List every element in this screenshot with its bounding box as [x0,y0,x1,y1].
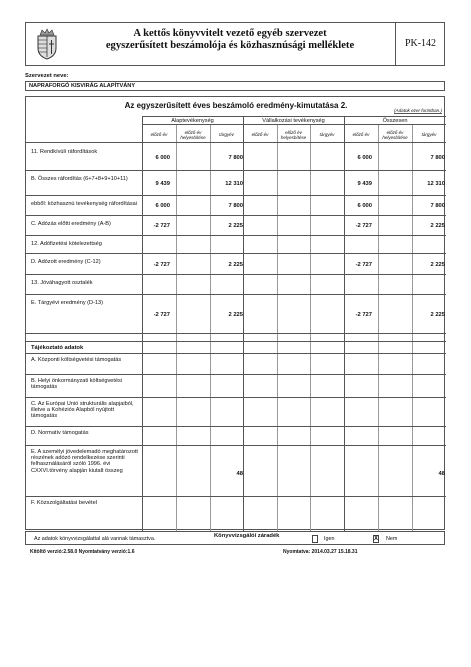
cell-basic-current[interactable]: 2 225 [228,223,243,229]
subheader-previous-year: előző év [352,132,370,137]
cell-basic-current[interactable]: 7 800 [228,155,243,161]
row-rule [26,445,446,446]
row-label: E. Tárgyévi eredmény (D-13) [31,300,104,306]
row-label: B. Összes ráfordítás (6+7+8+9+10+11) [31,176,128,182]
info-row-label: F. Közszolgáltatási bevétel [31,500,97,506]
cell-basic-current[interactable]: 12 310 [225,181,243,187]
organization-name-field[interactable]: NAPRAFORGÓ KISVIRÁG ALAPÍTVÁNY [25,81,445,91]
row-label: D. Adózott eredmény (C-12) [31,259,101,265]
audit-footer [25,531,445,545]
group-header-basic: Alaptevékenység [142,116,243,125]
no-label: Nem [386,536,398,542]
row-label: C. Adózás előtti eredmény (A-B) [31,221,111,227]
subheader-current-year: tárgyév [219,132,234,137]
subcolumn-divider [277,125,278,531]
organization-label: Szervezet neve: [25,73,69,79]
row-rule [26,294,446,295]
subcolumn-divider [310,125,311,531]
audit-clause-label: Könyvvizsgálói záradék [214,533,280,539]
row-label: ebből: közhasznú tevékenység ráfordításai [31,201,138,207]
row-rule [26,195,446,196]
cell-basic-previous[interactable]: 6 000 [155,155,170,161]
subcolumn-divider [176,125,177,531]
row-label: 12. Adófizetési kötelezettség [31,241,102,247]
row-rule [26,426,446,427]
subheader-prev-adjustment-l1: előző év [285,130,302,135]
cell-total-current[interactable]: 2 225 [430,312,445,318]
subheader-previous-year: előző év [251,132,269,137]
subcolumn-divider [378,125,379,531]
info-row-label: D. Normatív támogatás [31,430,89,436]
subheader-prev-adjustment-l2: helyesbítése [180,135,206,140]
row-rule [26,333,446,334]
hungarian-coat-of-arms-icon [34,28,60,61]
row-rule [26,274,446,275]
subheader-prev-adjustment-l2: helyesbítése [382,135,408,140]
group-divider [344,116,345,531]
row-rule [26,253,446,254]
cell-basic-current[interactable]: 2 225 [228,262,243,268]
cell-basic-previous[interactable]: -2 727 [153,262,170,268]
print-timestamp: Nyomtatva: 2014.03.27 15.18.31 [283,549,358,555]
table-title: Az egyszerűsített éves beszámoló eredmény-kimutatása 2. [124,101,348,110]
cell-basic-previous[interactable]: 9 439 [155,181,170,187]
row-label: 13. Jóváhagyott osztalék [31,280,93,286]
form-code: PK-142 [395,23,445,65]
cell-basic-previous[interactable]: 6 000 [155,203,170,209]
subheader-current-year: tárgyév [319,132,335,137]
version-info: Kitöltő verzió:2.58.0 Nyomtatvány verzió:1.6 [30,549,135,555]
header-rule [26,142,446,143]
section-rule [26,341,446,342]
cell-basic-current[interactable]: 48 [236,471,243,477]
yes-checkbox[interactable] [312,535,318,543]
info-row-label: A. Központi költségvetési támogatás [31,357,122,363]
income-statement-table [25,96,445,530]
cell-total-previous[interactable]: 6 000 [357,155,372,161]
row-rule [26,374,446,375]
subheader-prev-adjustment-l1: előző év [184,130,202,135]
row-rule [26,353,446,354]
subheader-prev-adjustment-l1: előző év [386,130,404,135]
cell-total-current[interactable]: 48 [438,471,445,477]
yes-label: Igen [324,536,335,542]
form-title-line1: A kettős könyvvitelt vezető egyéb szervezet [133,28,327,39]
cell-total-previous[interactable]: 9 439 [357,181,372,187]
row-rule [26,235,446,236]
cell-basic-current[interactable]: 7 800 [228,203,243,209]
cell-total-previous[interactable]: -2 727 [355,312,372,318]
audit-note: Az adatok könyvvizsgálattal alá vannak támasztva. [34,536,156,542]
cell-total-previous[interactable]: -2 727 [355,262,372,268]
subheader-current-year: tárgyév [421,132,437,137]
group-header-total: Összesen [344,116,446,125]
form-header [25,22,445,66]
no-checkbox[interactable]: X [374,536,379,542]
row-rule [26,170,446,171]
cell-total-current[interactable]: 2 225 [430,262,445,268]
cell-total-current[interactable]: 7 800 [430,203,445,209]
cell-basic-current[interactable]: 2 225 [228,312,243,318]
cell-total-previous[interactable]: 6 000 [357,203,372,209]
cell-basic-previous[interactable]: -2 727 [153,312,170,318]
cell-total-previous[interactable]: -2 727 [355,223,372,229]
group-divider [243,116,244,531]
info-section-title: Tájékoztató adatok [31,345,84,351]
cell-total-current[interactable]: 2 225 [430,223,445,229]
info-row-label: B. Helyi önkormányzati költségvetési támogatás [31,378,123,391]
group-header-business: Vállalkozási tevékenység [243,116,344,125]
info-row-label: C. Az Európai Unió strukturális alapjaiból, illetve a Kohéziós Alapból nyújtott támogatás [31,401,134,420]
subheader-prev-adjustment-l2: helyesbítése [280,135,307,140]
cell-total-current[interactable]: 7 800 [430,155,445,161]
form-title-line2: egyszerűsített beszámolója és közhasznúsági melléklete [105,40,355,51]
form-title [70,28,390,52]
cell-total-current[interactable]: 12 310 [427,181,445,187]
cell-basic-previous[interactable]: -2 727 [153,223,170,229]
row-label: 11. Rendkívüli ráfordítások [31,149,98,155]
row-rule [26,215,446,216]
info-row-label: E. A személyi jövedelemadó meghatározott részének adózó rendelkezése szerinti felhasználásáról szóló 1996. évi CXXVI.törvény alapján kiutalt összeg [31,449,138,474]
subheader-previous-year: előző év [150,132,168,137]
column-divider [142,116,143,531]
row-rule [26,397,446,398]
unit-note: (Adatok ezer forintban.) [393,108,442,113]
row-rule [26,496,446,497]
